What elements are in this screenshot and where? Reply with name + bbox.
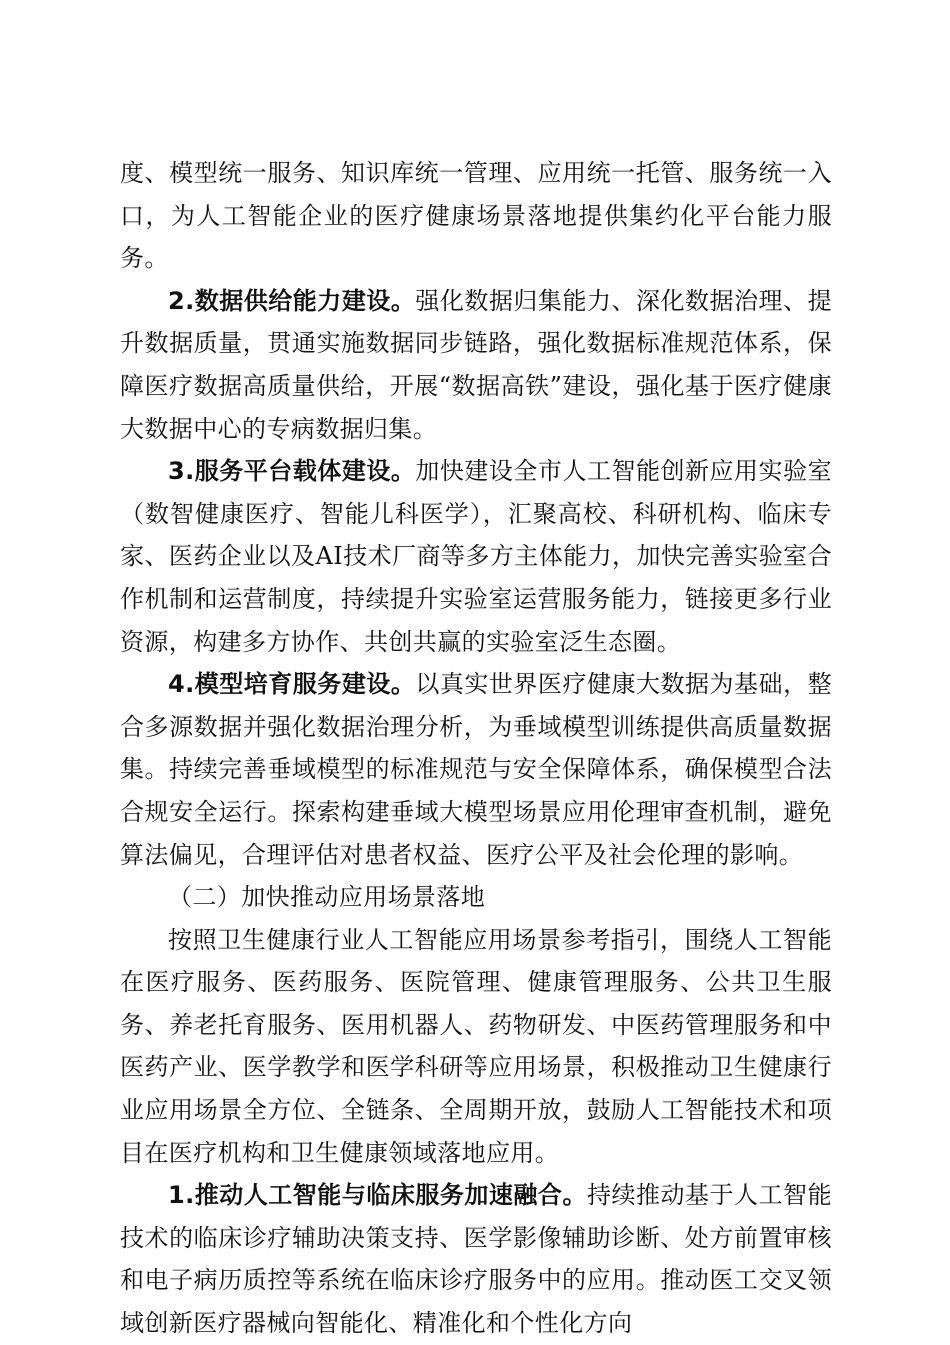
paragraph-6 (120, 1174, 832, 1344)
paragraph-text: 以真实世界医疗健康大数据为基础，整合多源数据并强化数据治理分析，为垂域模型训练提供高质量数据集。持续完善垂域模型的标准规范与安全保障体系，确保模型合法合规安全运行。探索构建垂域大模型场景应用伦理审查机制，避免算法偏见，合理评估对患者权益、医疗公平及社会伦理的影响。 (120, 670, 832, 869)
paragraph-4 (120, 663, 832, 876)
paragraph-heading: 3.服务平台载体建设。 (168, 457, 416, 486)
paragraph-heading: 2.数据供给能力建设。 (168, 286, 416, 315)
document-body (120, 152, 832, 1345)
paragraph-1 (120, 152, 832, 280)
paragraph-2 (120, 280, 832, 450)
paragraph-3 (120, 450, 832, 663)
section-heading-text: （二）加快推动应用场景落地 (168, 883, 486, 912)
section-heading (120, 876, 832, 919)
paragraph-heading: 4.模型培育服务建设。 (168, 670, 416, 699)
paragraph-5 (120, 919, 832, 1175)
paragraph-text: 持续推动基于人工智能技术的临床诊疗辅助决策支持、医学影像辅助诊断、处方前置审核和电子病历质控等系统在临床诊疗服务中的应用。推动医工交叉领域创新医疗器械向智能化、精准化和个性化方向 (120, 1181, 833, 1338)
paragraph-text: 度、模型统一服务、知识库统一管理、应用统一托管、服务统一入口，为人工智能企业的医疗健康场景落地提供集约化平台能力服务。 (120, 159, 832, 273)
paragraph-text: 加快建设全市人工智能创新应用实验室（数智健康医疗、智能儿科医学），汇聚高校、科研机构、临床专家、医药企业以及AI技术厂商等多方主体能力，加快完善实验室合作机制和运营制度，持续提升实验室运营服务能力，链接更多行业资源，构建多方协作、共创共赢的实验室泛生态圈。 (120, 457, 832, 656)
paragraph-text: 按照卫生健康行业人工智能应用场景参考指引，围绕人工智能在医疗服务、医药服务、医院管理、健康管理服务、公共卫生服务、养老托育服务、医用机器人、药物研发、中医药管理服务和中医药产业、医学教学和医学科研等应用场景，积极推动卫生健康行业应用场景全方位、全链条、全周期开放，鼓励人工智能技术和项目在医疗机构和卫生健康领域落地应用。 (120, 925, 832, 1167)
paragraph-text: 强化数据归集能力、深化数据治理、提升数据质量，贯通实施数据同步链路，强化数据标准规范体系，保障医疗数据高质量供给，开展“数据高铁”建设，强化基于医疗健康大数据中心的专病数据归集。 (120, 286, 832, 443)
paragraph-heading: 1.推动人工智能与临床服务加速融合。 (168, 1181, 587, 1210)
